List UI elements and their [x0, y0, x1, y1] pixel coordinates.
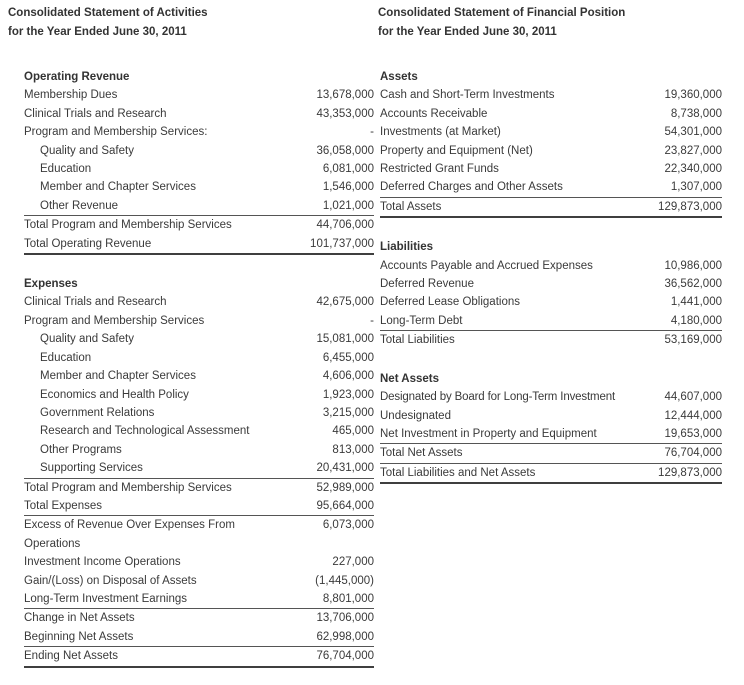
section-heading-row — [380, 68, 722, 86]
section-heading-value — [284, 68, 374, 86]
statement-line-row — [380, 463, 722, 483]
statement-line-row — [24, 123, 374, 141]
line-item-value: 129,873,000 — [632, 463, 722, 483]
section-heading-row — [380, 370, 722, 388]
statement-line-row — [24, 86, 374, 104]
statement-line-row — [24, 367, 374, 385]
statement-line-row — [24, 293, 374, 311]
line-item-label: Excess of Revenue Over Expenses From Operations — [24, 516, 284, 553]
statement-line-row — [380, 331, 722, 350]
section-heading-value — [284, 275, 374, 293]
statement-line-row — [380, 160, 722, 178]
line-item-label: Total Program and Membership Services — [24, 478, 284, 497]
line-item-value: 44,706,000 — [284, 216, 374, 235]
line-item-label: Property and Equipment (Net) — [380, 144, 533, 157]
line-item-label: Ending Net Assets — [24, 647, 284, 667]
line-item-value: 54,301,000 — [664, 126, 722, 139]
section-heading: Operating Revenue — [24, 71, 130, 83]
line-item-value: 12,444,000 — [664, 409, 722, 422]
line-item-value: (1,445,000) — [315, 574, 374, 587]
statement-line-row — [24, 478, 374, 497]
statement-line-row — [380, 123, 722, 141]
statement-line-row — [380, 197, 722, 217]
statement-of-activities — [8, 0, 374, 668]
line-item-value: 19,360,000 — [664, 89, 722, 102]
line-item-value: - — [370, 314, 374, 327]
statement-line-row — [24, 404, 374, 422]
line-item-value: 129,873,000 — [632, 197, 722, 217]
statement-line-row — [24, 386, 374, 404]
section-heading-row — [380, 238, 722, 256]
line-item-value: 19,653,000 — [664, 427, 722, 440]
line-item-value: 53,169,000 — [632, 331, 722, 350]
line-item-value: 6,081,000 — [322, 163, 374, 176]
statement-line-row — [380, 86, 722, 104]
line-item-value: 13,678,000 — [316, 89, 374, 102]
statement-line-row — [380, 178, 722, 197]
statement-line-row — [380, 407, 722, 425]
activities-table-body — [24, 68, 374, 667]
section-heading: Assets — [380, 71, 418, 83]
statement-line-row — [24, 553, 374, 571]
statement-title-line-2: for the Year Ended June 30, 2011 — [8, 26, 187, 38]
line-item-label: Membership Dues — [24, 89, 118, 102]
line-item-value: 465,000 — [332, 425, 374, 438]
statement-line-row — [24, 105, 374, 123]
statement-line-row — [380, 142, 722, 160]
line-item-label: Accounts Receivable — [380, 107, 488, 120]
line-item-value: 36,058,000 — [316, 144, 374, 157]
line-item-value: 1,923,000 — [322, 388, 374, 401]
statement-title-line-1: Consolidated Statement of Activities — [8, 7, 208, 19]
line-item-label: Total Operating Revenue — [24, 235, 284, 254]
statement-line-row — [24, 628, 374, 647]
statement-line-row — [24, 160, 374, 178]
statement-line-row — [24, 330, 374, 348]
line-item-label: Other Programs — [40, 443, 122, 456]
line-item-value: 20,431,000 — [316, 462, 374, 475]
statement-line-row — [24, 459, 374, 478]
line-item-label: Investment Income Operations — [24, 556, 181, 569]
line-item-value: 44,607,000 — [664, 391, 722, 404]
statement-of-financial-position — [378, 0, 728, 484]
section-spacer — [380, 350, 722, 370]
statement-line-row — [380, 388, 722, 406]
line-item-value: 1,021,000 — [322, 199, 374, 212]
statement-line-row — [24, 142, 374, 160]
line-item-value: 62,998,000 — [316, 630, 374, 643]
line-item-label: Government Relations — [40, 406, 155, 419]
statement-line-row — [380, 293, 722, 311]
line-item-label: Net Investment in Property and Equipment — [380, 427, 597, 440]
statement-line-row — [24, 572, 374, 590]
line-item-value: 52,989,000 — [284, 478, 374, 497]
line-item-label: Quality and Safety — [40, 333, 134, 346]
line-item-value: 76,704,000 — [284, 647, 374, 667]
statement-line-row — [24, 235, 374, 254]
financial-position-table — [380, 68, 722, 484]
line-item-value: 1,546,000 — [322, 181, 374, 194]
line-item-label: Accounts Payable and Accrued Expenses — [380, 259, 593, 272]
line-item-value: 43,353,000 — [316, 107, 374, 120]
line-item-label: Economics and Health Policy — [40, 388, 189, 401]
line-item-value: 22,340,000 — [664, 163, 722, 176]
spacer-cell — [380, 350, 722, 370]
statement-line-row — [380, 425, 722, 444]
statement-line-row — [380, 105, 722, 123]
line-item-value: 42,675,000 — [316, 296, 374, 309]
statement-line-row — [380, 444, 722, 463]
section-heading-row — [24, 275, 374, 293]
line-item-label: Deferred Revenue — [380, 278, 474, 291]
spacer-cell — [380, 217, 722, 238]
statement-title-line-2: for the Year Ended June 30, 2011 — [378, 26, 557, 38]
section-heading: Liabilities — [380, 241, 434, 254]
line-item-value: 8,801,000 — [322, 592, 374, 605]
line-item-label: Beginning Net Assets — [24, 630, 134, 643]
section-spacer — [380, 217, 722, 238]
section-heading-value — [632, 370, 722, 388]
section-heading-row — [24, 68, 374, 86]
line-item-value: 4,606,000 — [322, 370, 374, 383]
line-item-label: Investments (at Market) — [380, 126, 501, 139]
line-item-label: Total Liabilities — [380, 331, 632, 350]
line-item-value: 227,000 — [332, 556, 374, 569]
line-item-label: Total Net Assets — [380, 444, 632, 463]
line-item-value: - — [370, 126, 374, 139]
line-item-label: Program and Membership Services — [24, 314, 205, 327]
line-item-label: Deferred Lease Obligations — [380, 296, 520, 309]
section-heading: Net Assets — [380, 372, 440, 385]
line-item-value: 10,986,000 — [664, 259, 722, 272]
line-item-label: Member and Chapter Services — [40, 181, 196, 194]
financial-position-table-body — [380, 68, 722, 483]
statement-line-row — [24, 197, 374, 216]
section-heading: Expenses — [24, 278, 78, 291]
line-item-label: Program and Membership Services: — [24, 126, 208, 139]
line-item-label: Long-Term Investment Earnings — [24, 592, 187, 605]
line-item-value: 13,706,000 — [284, 609, 374, 628]
statement-line-row — [24, 590, 374, 609]
line-item-value: 76,704,000 — [632, 444, 722, 463]
section-heading-value — [632, 68, 722, 86]
line-item-value: 1,307,000 — [670, 181, 722, 194]
line-item-label: Other Revenue — [40, 199, 118, 212]
statement-title-line-1: Consolidated Statement of Financial Position — [378, 7, 626, 19]
section-heading-value — [632, 238, 722, 256]
line-item-label: Cash and Short-Term Investments — [380, 89, 555, 102]
line-item-value: 8,738,000 — [670, 107, 722, 120]
statement-line-row — [24, 647, 374, 667]
line-item-label: Total Program and Membership Services — [24, 216, 284, 235]
line-item-label: Total Expenses — [24, 499, 102, 512]
section-spacer — [24, 254, 374, 275]
line-item-label: Supporting Services — [40, 462, 143, 475]
line-item-label: Education — [40, 351, 92, 364]
line-item-label: Clinical Trials and Research — [24, 107, 167, 120]
financial-position-title — [378, 0, 728, 42]
line-item-label: Long-Term Debt — [380, 314, 463, 327]
statement-line-row — [24, 216, 374, 235]
statement-line-row — [24, 178, 374, 196]
spacer-cell — [24, 254, 374, 275]
line-item-label: Change in Net Assets — [24, 609, 284, 628]
activities-table — [24, 68, 374, 668]
statement-line-row — [24, 609, 374, 628]
line-item-value: 95,664,000 — [316, 499, 374, 512]
line-item-value: 23,827,000 — [664, 144, 722, 157]
line-item-label: Quality and Safety — [40, 144, 134, 157]
line-item-value: 6,455,000 — [322, 351, 374, 364]
line-item-label: Education — [40, 163, 92, 176]
statement-line-row — [380, 257, 722, 275]
line-item-value: 813,000 — [332, 443, 374, 456]
line-item-value: 36,562,000 — [664, 278, 722, 291]
line-item-value: 101,737,000 — [284, 235, 374, 254]
statement-line-row — [24, 312, 374, 330]
line-item-value: 15,081,000 — [316, 333, 374, 346]
statement-line-row — [24, 516, 374, 553]
statement-line-row — [380, 312, 722, 331]
line-item-label: Deferred Charges and Other Assets — [380, 181, 563, 194]
line-item-label: Restricted Grant Funds — [380, 163, 499, 176]
line-item-label: Total Assets — [380, 197, 632, 217]
line-item-label: Member and Chapter Services — [40, 370, 196, 383]
line-item-value: 6,073,000 — [284, 516, 374, 553]
statement-line-row — [24, 497, 374, 516]
line-item-label: Research and Technological Assessment — [40, 425, 250, 438]
statement-line-row — [380, 275, 722, 293]
line-item-value: 1,441,000 — [670, 296, 722, 309]
line-item-label: Designated by Board for Long-Term Investment — [380, 391, 616, 404]
line-item-value: 3,215,000 — [322, 406, 374, 419]
line-item-label: Clinical Trials and Research — [24, 296, 167, 309]
line-item-value: 4,180,000 — [670, 314, 722, 327]
statement-line-row — [24, 349, 374, 367]
line-item-label: Total Liabilities and Net Assets — [380, 463, 632, 483]
statement-line-row — [24, 422, 374, 440]
line-item-label: Gain/(Loss) on Disposal of Assets — [24, 574, 197, 587]
statement-line-row — [24, 441, 374, 459]
line-item-label: Undesignated — [380, 409, 451, 422]
statement-of-activities-title — [8, 0, 368, 42]
